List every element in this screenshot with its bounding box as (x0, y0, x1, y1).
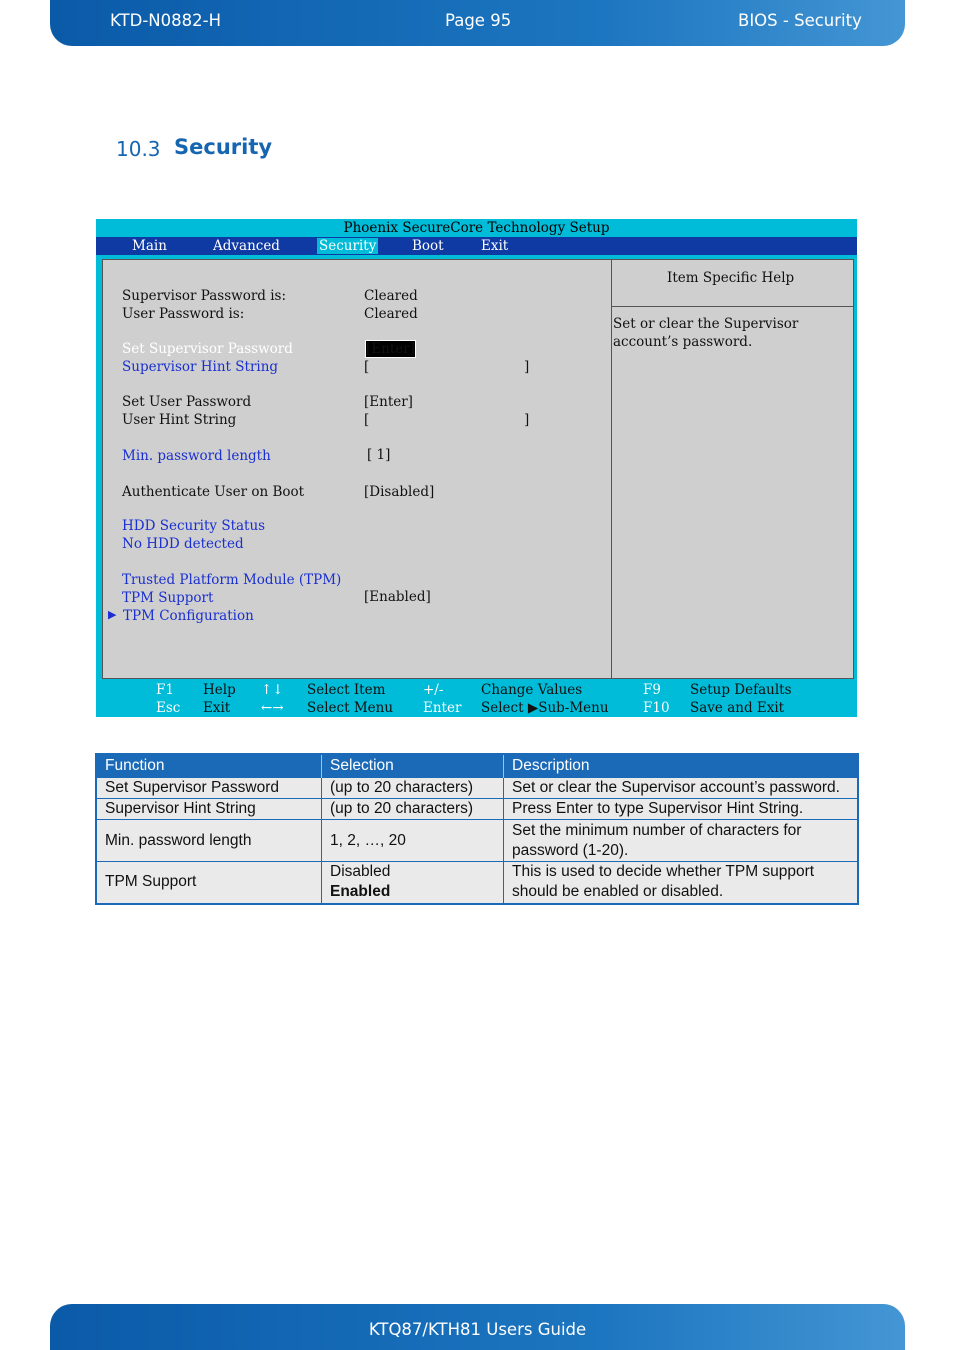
key-esc: Esc (156, 700, 181, 716)
supervisor-hint-close: ] (524, 359, 530, 375)
col-selection: Selection (322, 754, 504, 778)
key-updown-icon: ↑↓ (261, 682, 284, 698)
supervisor-hint-open: [ (364, 359, 370, 375)
cell-selection: 1, 2, …, 20 (322, 820, 504, 862)
table-row (96, 778, 858, 799)
user-pw-value: Cleared (364, 306, 418, 322)
key-change-values-label: Change Values (481, 682, 583, 698)
authenticate-user-on-boot[interactable]: Authenticate User on Boot (122, 484, 305, 500)
page-header (50, 0, 905, 46)
key-f9: F9 (643, 682, 661, 698)
cell-selection (322, 862, 504, 904)
help-title: Item Specific Help (667, 270, 795, 286)
set-user-password[interactable]: Set User Password (122, 394, 252, 410)
bios-title: Phoenix SecureCore Technology Setup (343, 220, 610, 236)
panel-divider (611, 260, 612, 678)
tpm-support-value[interactable]: [Enabled] (364, 589, 431, 605)
supervisor-pw-value: Cleared (364, 288, 418, 304)
key-select-item-label: Select Item (307, 682, 386, 698)
key-f10: F10 (643, 700, 670, 716)
cell-selection: (up to 20 characters) (322, 799, 504, 820)
key-select-submenu-label: Select ▶Sub-Menu (481, 700, 609, 716)
authenticate-user-value[interactable]: [Disabled] (364, 484, 435, 500)
bios-screenshot (96, 219, 857, 717)
submenu-arrow-icon: ▶ (108, 608, 117, 621)
selection-enabled-default: Enabled (330, 883, 391, 901)
hdd-security-status: HDD Security Status (122, 518, 266, 534)
bios-menubar (96, 237, 857, 255)
cell-description: Set or clear the Supervisor account’s password. (504, 778, 859, 799)
cell-function: TPM Support (96, 862, 322, 904)
table-header-row (96, 754, 858, 778)
key-enter: Enter (423, 700, 462, 716)
supervisor-hint-string[interactable]: Supervisor Hint String (122, 359, 279, 375)
selection-disabled: Disabled (330, 863, 391, 881)
user-hint-close: ] (524, 412, 530, 428)
tpm-heading: Trusted Platform Module (TPM) (122, 572, 342, 588)
menu-security[interactable]: Security (319, 238, 377, 254)
menu-advanced[interactable]: Advanced (213, 238, 280, 254)
set-user-enter[interactable]: [Enter] (364, 394, 413, 410)
cell-function: Min. password length (96, 820, 322, 862)
help-divider (611, 306, 853, 307)
header-section: BIOS - Security (738, 11, 862, 30)
menu-main[interactable]: Main (132, 238, 167, 254)
key-select-menu-label: Select Menu (307, 700, 394, 716)
key-save-exit-label: Save and Exit (690, 700, 785, 716)
menu-boot[interactable]: Boot (412, 238, 444, 254)
supervisor-pw-label: Supervisor Password is: (122, 288, 287, 304)
min-password-length-value[interactable]: [ 1] (367, 447, 391, 463)
footer-title: KTQ87/KTH81 Users Guide (368, 1320, 587, 1339)
table-row (96, 862, 858, 904)
col-function: Function (96, 754, 322, 778)
bios-keybar (96, 681, 857, 717)
doc-id: KTD-N0882-H (110, 11, 221, 30)
cell-selection: (up to 20 characters) (322, 778, 504, 799)
table-row (96, 820, 858, 862)
bios-panel (102, 259, 854, 679)
user-hint-string[interactable]: User Hint String (122, 412, 237, 428)
col-description: Description (504, 754, 859, 778)
user-hint-open: [ (364, 412, 370, 428)
cell-description: This is used to decide whether TPM support should be enabled or disabled. (504, 862, 859, 904)
security-options-table (95, 753, 859, 905)
cell-function: Set Supervisor Password (96, 778, 322, 799)
key-f1: F1 (156, 682, 174, 698)
tpm-support[interactable]: TPM Support (122, 590, 214, 606)
user-pw-label: User Password is: (122, 306, 245, 322)
section-title: Security (174, 135, 273, 159)
set-supervisor-password[interactable]: Set Supervisor Password (122, 341, 293, 357)
key-setup-defaults-label: Setup Defaults (690, 682, 792, 698)
section-number: 10.3 (116, 137, 161, 161)
cell-description: Press Enter to type Supervisor Hint String. (504, 799, 859, 820)
menu-exit[interactable]: Exit (481, 238, 509, 254)
cell-function: Supervisor Hint String (96, 799, 322, 820)
key-plusminus: +/- (423, 682, 444, 698)
no-hdd-detected: No HDD detected (122, 536, 244, 552)
key-help-label: Help (203, 682, 236, 698)
min-password-length[interactable]: Min. password length (122, 448, 271, 464)
tpm-configuration[interactable]: TPM Configuration (123, 608, 254, 624)
cell-description: Set the minimum number of characters for password (1-20). (504, 820, 859, 862)
table-row (96, 799, 858, 820)
key-leftright-icon: ←→ (261, 700, 284, 716)
page-footer (50, 1304, 905, 1350)
page-number: Page 95 (445, 11, 512, 30)
help-line-1: Set or clear the Supervisor (613, 316, 799, 332)
set-supervisor-enter[interactable]: [Enter] (366, 341, 415, 357)
key-exit-label: Exit (203, 700, 231, 716)
help-line-2: account’s password. (613, 334, 753, 350)
